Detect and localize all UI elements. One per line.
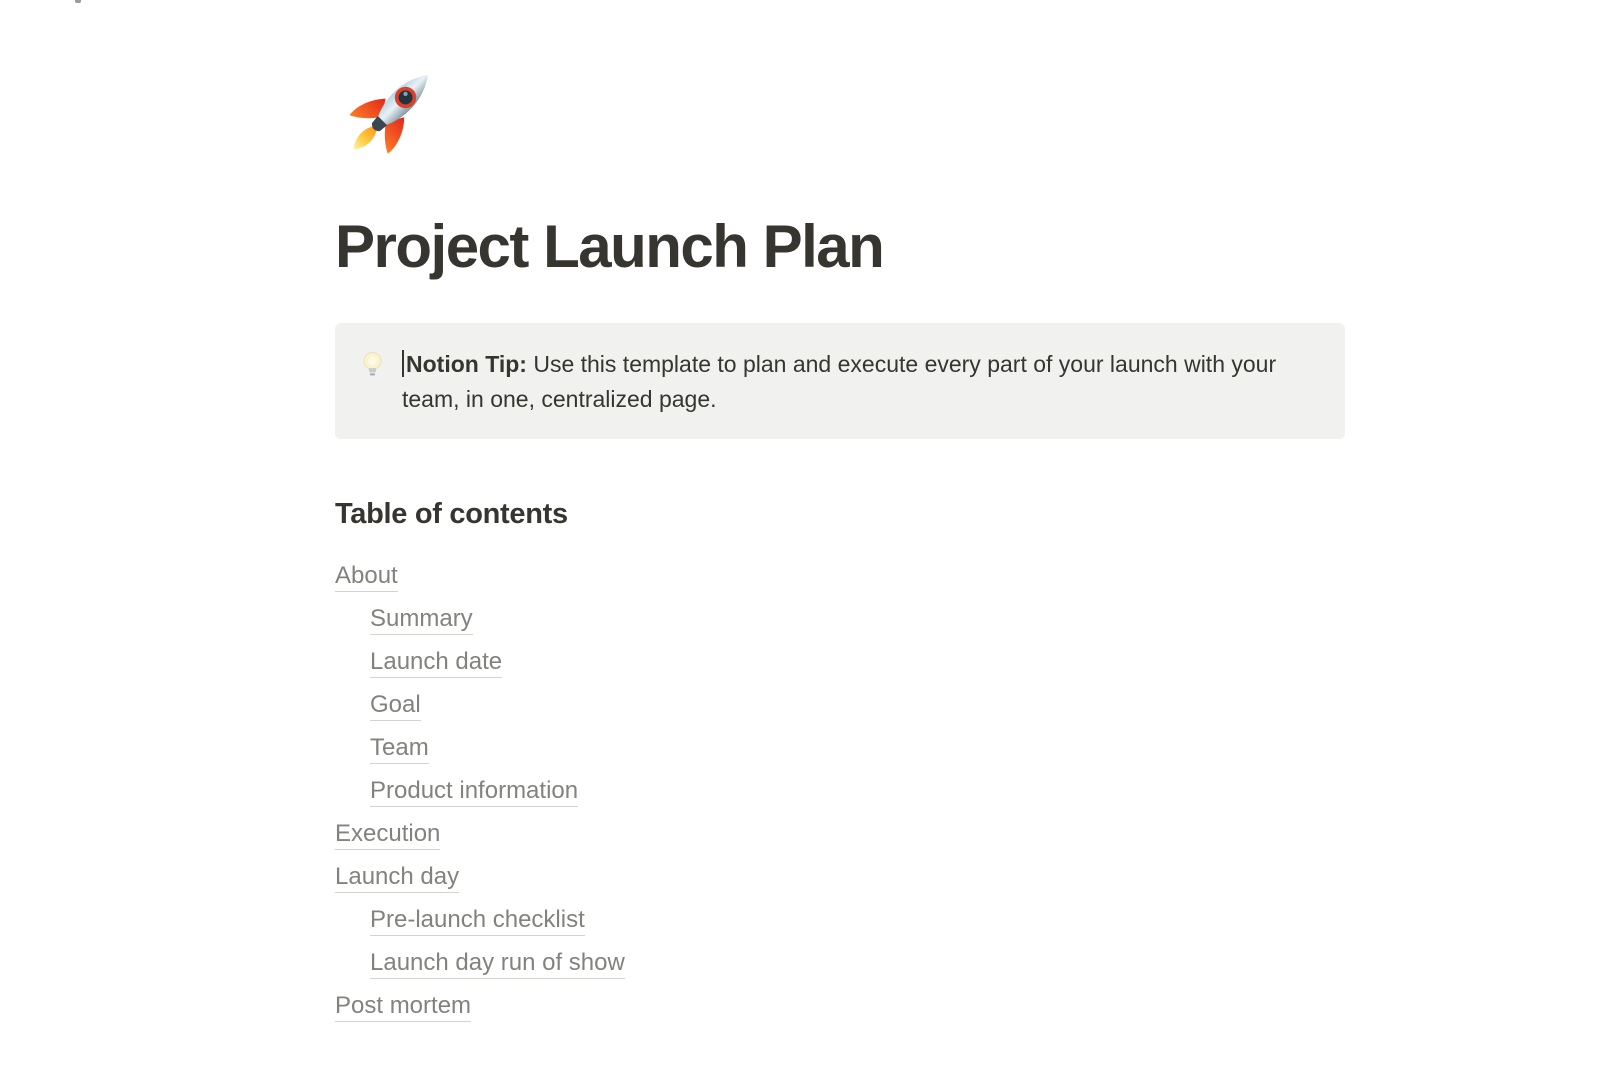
top-edge-artifact	[75, 0, 81, 3]
toc-link-team[interactable]: Team	[370, 733, 1345, 763]
toc-link-summary[interactable]: Summary	[370, 604, 1345, 634]
toc-link-post-mortem[interactable]: Post mortem	[335, 991, 1345, 1021]
notion-tip-callout[interactable]	[335, 323, 1345, 439]
toc-link-pre-launch-checklist[interactable]: Pre-launch checklist	[370, 905, 1345, 935]
toc-heading[interactable]: Table of contents	[335, 498, 568, 531]
page-icon-rocket[interactable]	[335, 55, 447, 169]
callout-body: Use this template to plan and execute every part of your launch with your team, in one, centralized page.	[402, 351, 1277, 413]
toc-link-launch-day[interactable]: Launch day	[335, 862, 1345, 892]
toc-link-about[interactable]: About	[335, 561, 1345, 591]
notion-page	[335, 0, 1345, 1034]
toc-link-goal[interactable]: Goal	[370, 690, 1345, 720]
lightbulb-icon	[361, 350, 384, 380]
toc-link-launch-day-run-of-show[interactable]: Launch day run of show	[370, 948, 1345, 978]
rocket-icon	[335, 55, 447, 169]
toc-link-launch-date[interactable]: Launch date	[370, 647, 1345, 677]
toc-link-execution[interactable]: Execution	[335, 819, 1345, 849]
callout-bold-prefix: Notion Tip:	[406, 351, 527, 378]
page-title[interactable]: Project Launch Plan	[335, 213, 884, 280]
table-of-contents-block	[335, 561, 1345, 1021]
callout-text[interactable]	[402, 347, 1323, 417]
toc-link-product-information[interactable]: Product information	[370, 776, 1345, 806]
text-cursor	[402, 350, 404, 377]
